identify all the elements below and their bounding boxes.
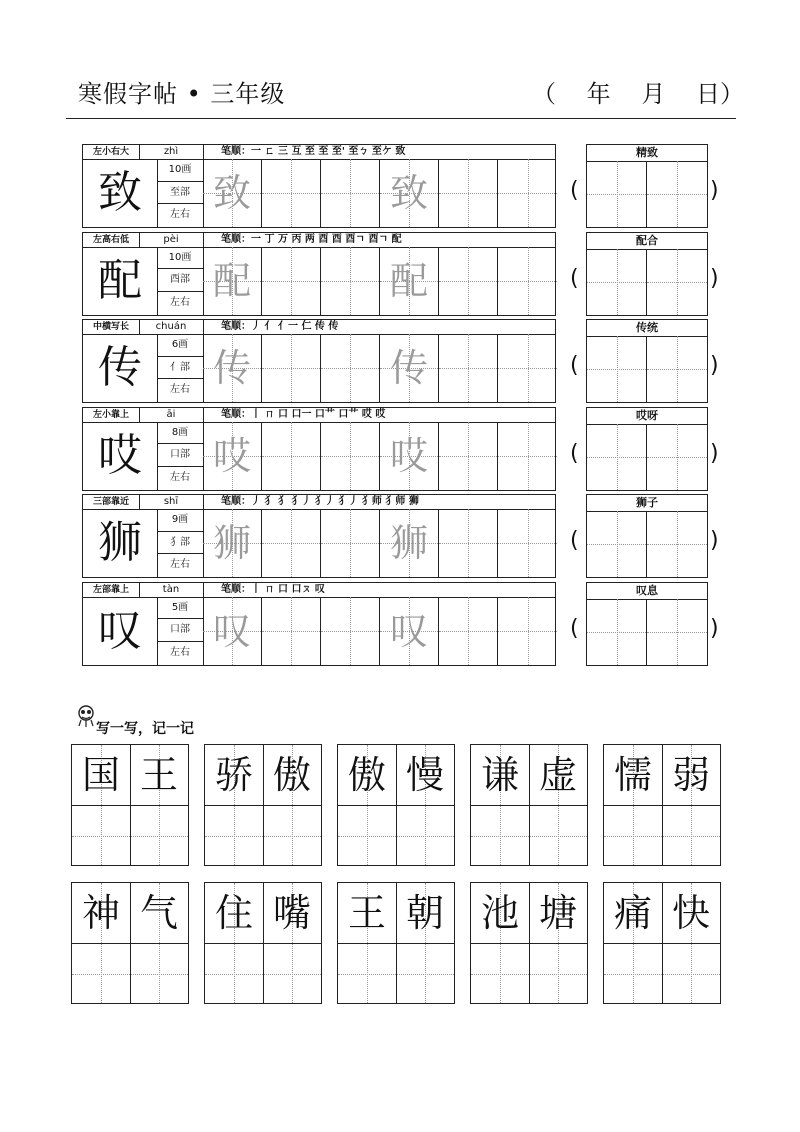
word-cell[interactable] xyxy=(587,424,647,490)
word-label: 叹息 xyxy=(587,583,707,600)
trace-character: 致 xyxy=(212,171,251,215)
word-character: 慢 xyxy=(405,753,444,797)
open-paren: ( xyxy=(570,615,579,641)
practice-cell[interactable] xyxy=(203,597,262,665)
stroke-order xyxy=(221,408,385,422)
radical: 口部 xyxy=(157,444,203,467)
writing-tip: 三部靠近 xyxy=(83,495,140,509)
open-paren: ( xyxy=(570,528,579,553)
model-character: 叹 xyxy=(83,597,158,665)
pinyin: pèi xyxy=(139,233,204,247)
word-character: 池 xyxy=(480,891,519,935)
structure: 左右 xyxy=(170,384,190,396)
writing-tip: 中横写长 xyxy=(83,320,140,334)
word-character: 神 xyxy=(81,891,120,935)
word-character: 弱 xyxy=(671,753,710,797)
word-label: 狮子 xyxy=(587,495,707,512)
radical: 至部 xyxy=(157,182,203,205)
word-character: 懦 xyxy=(613,753,652,797)
stroke-count: 5画 xyxy=(157,597,203,620)
word-character: 痛 xyxy=(613,891,652,935)
trace-character: 致 xyxy=(389,171,428,215)
word-cell[interactable] xyxy=(587,161,647,227)
stroke-order xyxy=(221,495,419,509)
group-row-divider xyxy=(205,943,321,944)
entry-1 xyxy=(82,232,556,316)
radical: 亻部 xyxy=(157,357,203,380)
practice-cell[interactable] xyxy=(498,247,557,315)
pinyin: zhì xyxy=(139,145,204,159)
entry-header xyxy=(83,495,555,510)
stroke-order-sequence: 一 丁 万 丙 两 酉 酉 酉ㄱ 酉ㄱ 配 xyxy=(251,233,402,245)
radical: 犭部 xyxy=(157,532,203,555)
word-box xyxy=(586,407,708,491)
practice-cell[interactable] xyxy=(439,159,498,227)
char-info xyxy=(157,247,204,315)
word-group xyxy=(71,744,189,866)
open-paren: ( xyxy=(570,178,579,203)
practice-cell[interactable] xyxy=(380,509,439,577)
structure: 左右 xyxy=(170,559,190,571)
entry-4 xyxy=(82,494,556,578)
group-row-divider xyxy=(471,943,587,944)
practice-cell[interactable] xyxy=(439,334,498,402)
word-cell[interactable] xyxy=(647,424,707,490)
practice-cell[interactable] xyxy=(321,422,380,490)
stroke-count: 8画 xyxy=(157,422,203,445)
word-character: 傲 xyxy=(272,753,311,797)
date-day: 日） xyxy=(695,80,744,108)
model-character: 传 xyxy=(83,334,158,402)
stroke-order xyxy=(221,320,338,334)
entry-3 xyxy=(82,407,556,491)
date-open-paren: （ xyxy=(532,80,556,108)
char-info xyxy=(157,509,204,577)
trace-character: 配 xyxy=(212,258,251,303)
entry-header xyxy=(83,583,555,598)
char-info xyxy=(157,597,204,665)
practice-cell[interactable] xyxy=(262,159,321,227)
date-year: 年 xyxy=(586,80,611,108)
word-group xyxy=(603,744,721,866)
word-cell[interactable] xyxy=(587,336,647,402)
practice-cell[interactable] xyxy=(203,334,262,402)
word-character: 国 xyxy=(81,753,120,797)
word-label: 配合 xyxy=(587,233,707,250)
pinyin: shī xyxy=(139,495,204,509)
trace-character: 哎 xyxy=(389,433,428,478)
stroke-order-label: 笔顺： xyxy=(221,321,251,332)
practice-cell[interactable] xyxy=(262,597,321,665)
header-divider xyxy=(66,118,736,119)
group-row-divider xyxy=(604,943,720,944)
practice-cell[interactable] xyxy=(203,159,262,227)
stroke-order-label: 笔顺： xyxy=(221,146,251,157)
mascot-icon xyxy=(74,704,98,728)
word-group xyxy=(603,882,721,1004)
structure: 左右 xyxy=(170,471,190,483)
model-character: 哎 xyxy=(83,422,158,490)
group-row-divider xyxy=(205,805,321,806)
practice-cell[interactable] xyxy=(321,597,380,665)
practice-cell[interactable] xyxy=(262,509,321,577)
practice-cell[interactable] xyxy=(321,509,380,577)
stroke-count: 9画 xyxy=(157,509,203,532)
practice-cell[interactable] xyxy=(262,422,321,490)
word-cell[interactable] xyxy=(647,161,707,227)
stroke-count: 10画 xyxy=(157,159,203,182)
word-character: 塘 xyxy=(538,891,577,935)
trace-character: 狮 xyxy=(212,521,251,565)
word-character: 朝 xyxy=(405,891,444,935)
practice-cell[interactable] xyxy=(380,159,439,227)
practice-cell[interactable] xyxy=(498,597,557,665)
group-row-divider xyxy=(72,943,188,944)
word-character: 住 xyxy=(214,891,253,935)
trace-character: 叹 xyxy=(389,608,428,653)
pinyin: āi xyxy=(139,408,204,422)
practice-cell[interactable] xyxy=(380,334,439,402)
word-box xyxy=(586,232,708,316)
structure: 左右 xyxy=(170,209,190,221)
practice-cell[interactable] xyxy=(380,597,439,665)
radical: 酉部 xyxy=(157,269,203,292)
entry-header xyxy=(83,233,555,248)
open-paren: ( xyxy=(570,440,579,466)
word-group xyxy=(470,882,588,1004)
group-row-divider xyxy=(471,805,587,806)
open-paren: ( xyxy=(570,353,579,378)
close-paren: ) xyxy=(710,615,719,641)
word-box xyxy=(586,144,708,228)
practice-cell[interactable] xyxy=(203,509,262,577)
word-group xyxy=(337,882,455,1004)
group-row-divider xyxy=(604,805,720,806)
practice-cell[interactable] xyxy=(203,247,262,315)
practice-cell[interactable] xyxy=(439,509,498,577)
stroke-order xyxy=(221,233,402,247)
word-character: 骄 xyxy=(214,753,253,797)
char-info xyxy=(157,159,204,227)
open-paren: ( xyxy=(570,265,579,291)
stroke-order-sequence: 丨 ㄇ 口 口ㄡ 叹 xyxy=(251,583,325,595)
practice-cell[interactable] xyxy=(203,422,262,490)
trace-character: 哎 xyxy=(212,433,251,478)
word-label: 传统 xyxy=(587,320,707,337)
word-group xyxy=(71,882,189,1004)
word-character: 虚 xyxy=(538,753,577,797)
word-character: 快 xyxy=(671,891,710,935)
section-title: 写一写，记一记 xyxy=(96,721,194,737)
entry-0 xyxy=(82,144,556,228)
trace-character: 传 xyxy=(212,346,251,390)
word-cell[interactable] xyxy=(587,249,647,315)
word-character: 王 xyxy=(347,891,386,935)
model-character: 配 xyxy=(83,247,158,315)
entry-2 xyxy=(82,319,556,403)
model-character: 狮 xyxy=(83,509,158,577)
practice-cell[interactable] xyxy=(439,247,498,315)
practice-cell[interactable] xyxy=(439,597,498,665)
entry-5 xyxy=(82,582,556,666)
writing-tip: 左部靠上 xyxy=(83,583,140,597)
trace-character: 配 xyxy=(389,258,428,303)
practice-cell[interactable] xyxy=(498,334,557,402)
entry-header xyxy=(83,145,555,160)
stroke-order-sequence: 一 ㄈ 三 互 至 至 至' 至ㄅ 至ケ 致 xyxy=(251,146,406,157)
stroke-order-label: 笔顺： xyxy=(221,496,251,507)
word-character: 王 xyxy=(139,753,178,797)
stroke-order xyxy=(221,583,325,597)
stroke-order-sequence: 丿 犭 犭 犭丿 犭丿 犭丿 犭师 犭师 狮 xyxy=(251,496,419,507)
practice-cell[interactable] xyxy=(380,422,439,490)
trace-character: 传 xyxy=(389,346,428,390)
stroke-order-sequence: 丨 ㄇ 口 口一 口艹 口艹 哎 哎 xyxy=(251,408,386,420)
word-character: 气 xyxy=(139,891,178,935)
word-cell[interactable] xyxy=(647,511,707,577)
group-row-divider xyxy=(338,805,454,806)
word-box xyxy=(586,494,708,578)
practice-cell[interactable] xyxy=(498,159,557,227)
word-box xyxy=(586,319,708,403)
practice-cell[interactable] xyxy=(262,334,321,402)
radical: 口部 xyxy=(157,619,203,642)
word-label: 哎呀 xyxy=(587,408,707,425)
entry-header xyxy=(83,408,555,423)
stroke-order xyxy=(221,145,405,159)
practice-cell[interactable] xyxy=(439,422,498,490)
writing-tip: 左小靠上 xyxy=(83,408,140,422)
close-paren: ) xyxy=(710,265,719,291)
date-month: 月 xyxy=(641,80,666,108)
stroke-count: 10画 xyxy=(157,247,203,270)
word-cell[interactable] xyxy=(587,511,647,577)
word-group xyxy=(204,744,322,866)
word-character: 谦 xyxy=(480,753,519,797)
close-paren: ) xyxy=(710,440,719,466)
word-cell[interactable] xyxy=(647,599,707,665)
word-label: 精致 xyxy=(587,145,707,162)
stroke-order-sequence: 丿 亻 亻一 仁 传 传 xyxy=(251,321,339,332)
stroke-order-label: 笔顺： xyxy=(221,233,251,245)
word-group xyxy=(470,744,588,866)
trace-character: 狮 xyxy=(389,521,428,565)
writing-tip: 左高右低 xyxy=(83,233,140,247)
pinyin: tàn xyxy=(139,583,204,597)
practice-cell[interactable] xyxy=(498,509,557,577)
close-paren: ) xyxy=(710,178,719,203)
close-paren: ) xyxy=(710,353,719,378)
entry-header xyxy=(83,320,555,335)
stroke-order-label: 笔顺： xyxy=(221,583,251,595)
close-paren: ) xyxy=(710,528,719,553)
practice-cell[interactable] xyxy=(321,159,380,227)
word-character: 傲 xyxy=(347,753,386,797)
char-info xyxy=(157,334,204,402)
word-cell[interactable] xyxy=(647,249,707,315)
practice-cell[interactable] xyxy=(380,247,439,315)
practice-cell[interactable] xyxy=(321,334,380,402)
writing-tip: 左小右大 xyxy=(83,145,140,159)
word-box xyxy=(586,582,708,666)
stroke-order-label: 笔顺： xyxy=(221,408,251,420)
trace-character: 叹 xyxy=(212,608,251,653)
structure: 左右 xyxy=(170,296,190,308)
char-info xyxy=(157,422,204,490)
structure: 左右 xyxy=(170,646,190,658)
group-row-divider xyxy=(72,805,188,806)
word-cell[interactable] xyxy=(587,599,647,665)
date-field xyxy=(532,74,744,109)
stroke-count: 6画 xyxy=(157,334,203,357)
word-character: 嘴 xyxy=(272,891,311,935)
word-group xyxy=(204,882,322,1004)
model-character: 致 xyxy=(83,159,158,227)
practice-cell[interactable] xyxy=(498,422,557,490)
practice-cell[interactable] xyxy=(321,247,380,315)
group-row-divider xyxy=(338,943,454,944)
pinyin: chuán xyxy=(139,320,204,334)
page-title: 寒假字帖 • 三年级 xyxy=(78,80,286,108)
word-cell[interactable] xyxy=(647,336,707,402)
word-group xyxy=(337,744,455,866)
practice-cell[interactable] xyxy=(262,247,321,315)
